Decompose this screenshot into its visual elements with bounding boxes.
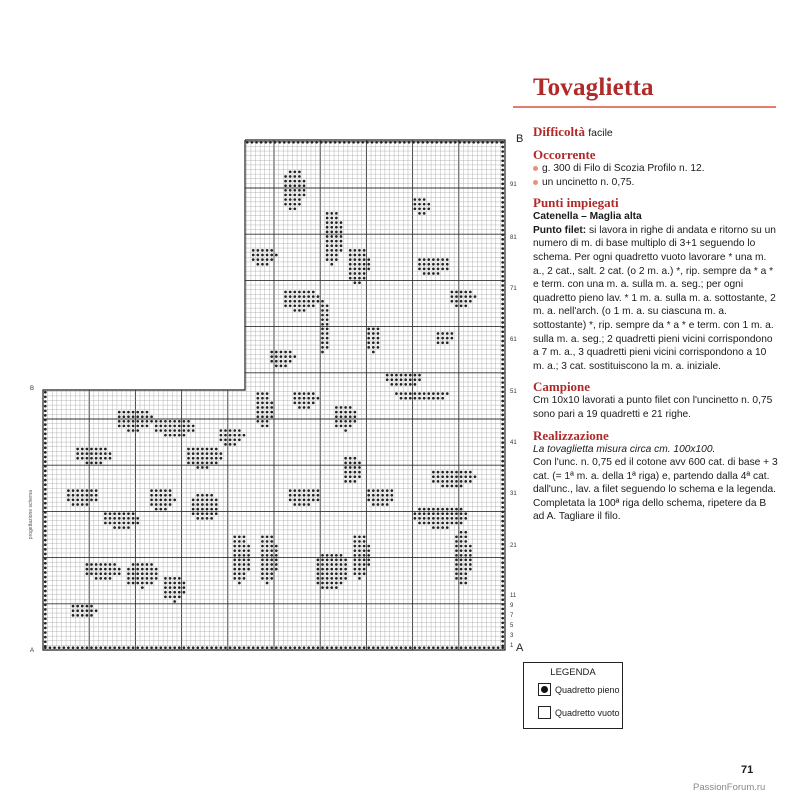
row-number: 41 bbox=[510, 440, 517, 446]
filet-paragraph bbox=[533, 224, 778, 374]
vertical-note: progettazione schema bbox=[28, 490, 34, 540]
left-marker-a: A bbox=[30, 648, 35, 654]
row-number: 31 bbox=[510, 491, 517, 497]
punti-subheading: Catenella – Maglia alta bbox=[533, 211, 642, 223]
difficulty-label: Difficoltà bbox=[533, 124, 585, 139]
row-number: 71 bbox=[510, 286, 517, 292]
realizzazione-text: Con l'unc. n. 0,75 ed il cotone avv 600 cat. di base + 3 cat. (= 1ª m. a. della 1ª riga) e, partendo dalla 4ª cat. dall'unc., lav. a filet seguendo lo schema e la legenda. Completata la 100ª riga dello schema, ripetere da B ad A. Tagliare il filo. bbox=[533, 457, 778, 523]
legend-full-label: Quadretto pieno bbox=[555, 684, 620, 695]
marker-a: A bbox=[516, 642, 524, 654]
row-number: 3 bbox=[510, 633, 514, 639]
list-item: un uncinetto n. 0,75. bbox=[533, 176, 778, 190]
difficulty-row bbox=[533, 124, 778, 141]
legend-row-full bbox=[538, 683, 620, 696]
campione-heading: Campione bbox=[533, 379, 591, 395]
occorrente-list bbox=[533, 162, 778, 189]
row-number: 1 bbox=[510, 643, 514, 649]
left-marker-b: B bbox=[30, 386, 35, 392]
campione-text: Cm 10x10 lavorati a punto filet con l'uncinetto n. 0,75 sono pari a 19 quadretti e 21 righe. bbox=[533, 395, 773, 420]
realizzazione-intro: La tovaglietta misura circa cm. 100x100. bbox=[533, 443, 716, 455]
occorrente-heading: Occorrente bbox=[533, 147, 596, 162]
row-number: 21 bbox=[510, 543, 517, 549]
title-divider bbox=[513, 106, 776, 108]
instructions-column bbox=[533, 120, 778, 524]
legend-row-empty bbox=[538, 706, 620, 719]
punti-heading: Punti impiegati bbox=[533, 195, 619, 211]
filet-label: Punto filet: bbox=[533, 224, 587, 236]
row-number: 5 bbox=[510, 623, 514, 629]
legend-empty-label: Quadretto vuoto bbox=[555, 707, 620, 718]
page-number: 71 bbox=[741, 764, 754, 776]
legend-box bbox=[523, 662, 623, 729]
marker-b: B bbox=[516, 133, 524, 145]
filet-text: si lavora in righe di andata e ritorno su un numero di m. di base multiplo di 3+1 seguendo lo schema. Per ogni quadretto vuoto lavorare * una m. a., 2 cat., salt. 2 cat. (o 2 m. a.) *, rip. sempre da * a * e term. con una m. a. sulla m. a. seg.; per ogni quadretto pieno lav. * 1 m. a. sulla m. a. sottostante, 2 m. a. nell'arch. (o 1 m. a. su ciascuna m. a. sottostante) *, rip. sempre da * a * e term. con 1 m. a. sulla m. a. seg.; 2 quadretti pieni vicini corrispondono a 7 m. a., 3 quadretti pieni vicini corrispondono a 10 m. a.; 3 cat. sostituiscono la m. a. iniziale. bbox=[533, 224, 776, 372]
watermark: PassionForum.ru bbox=[693, 782, 766, 793]
legend-title: LEGENDA bbox=[550, 667, 596, 678]
filled-square-icon bbox=[538, 683, 551, 696]
realizzazione-heading: Realizzazione bbox=[533, 427, 609, 443]
list-item: g. 300 di Filo di Scozia Profilo n. 12. bbox=[533, 162, 778, 176]
row-number: 7 bbox=[510, 613, 514, 619]
row-number: 51 bbox=[510, 389, 517, 395]
difficulty-value: facile bbox=[588, 127, 613, 139]
empty-square-icon bbox=[538, 706, 551, 719]
row-number: 91 bbox=[510, 182, 517, 188]
row-number: 81 bbox=[510, 235, 517, 241]
row-number: 61 bbox=[510, 337, 517, 343]
row-number: 9 bbox=[510, 603, 514, 609]
page-title: Tovaglietta bbox=[533, 74, 654, 101]
row-number: 11 bbox=[510, 593, 517, 599]
